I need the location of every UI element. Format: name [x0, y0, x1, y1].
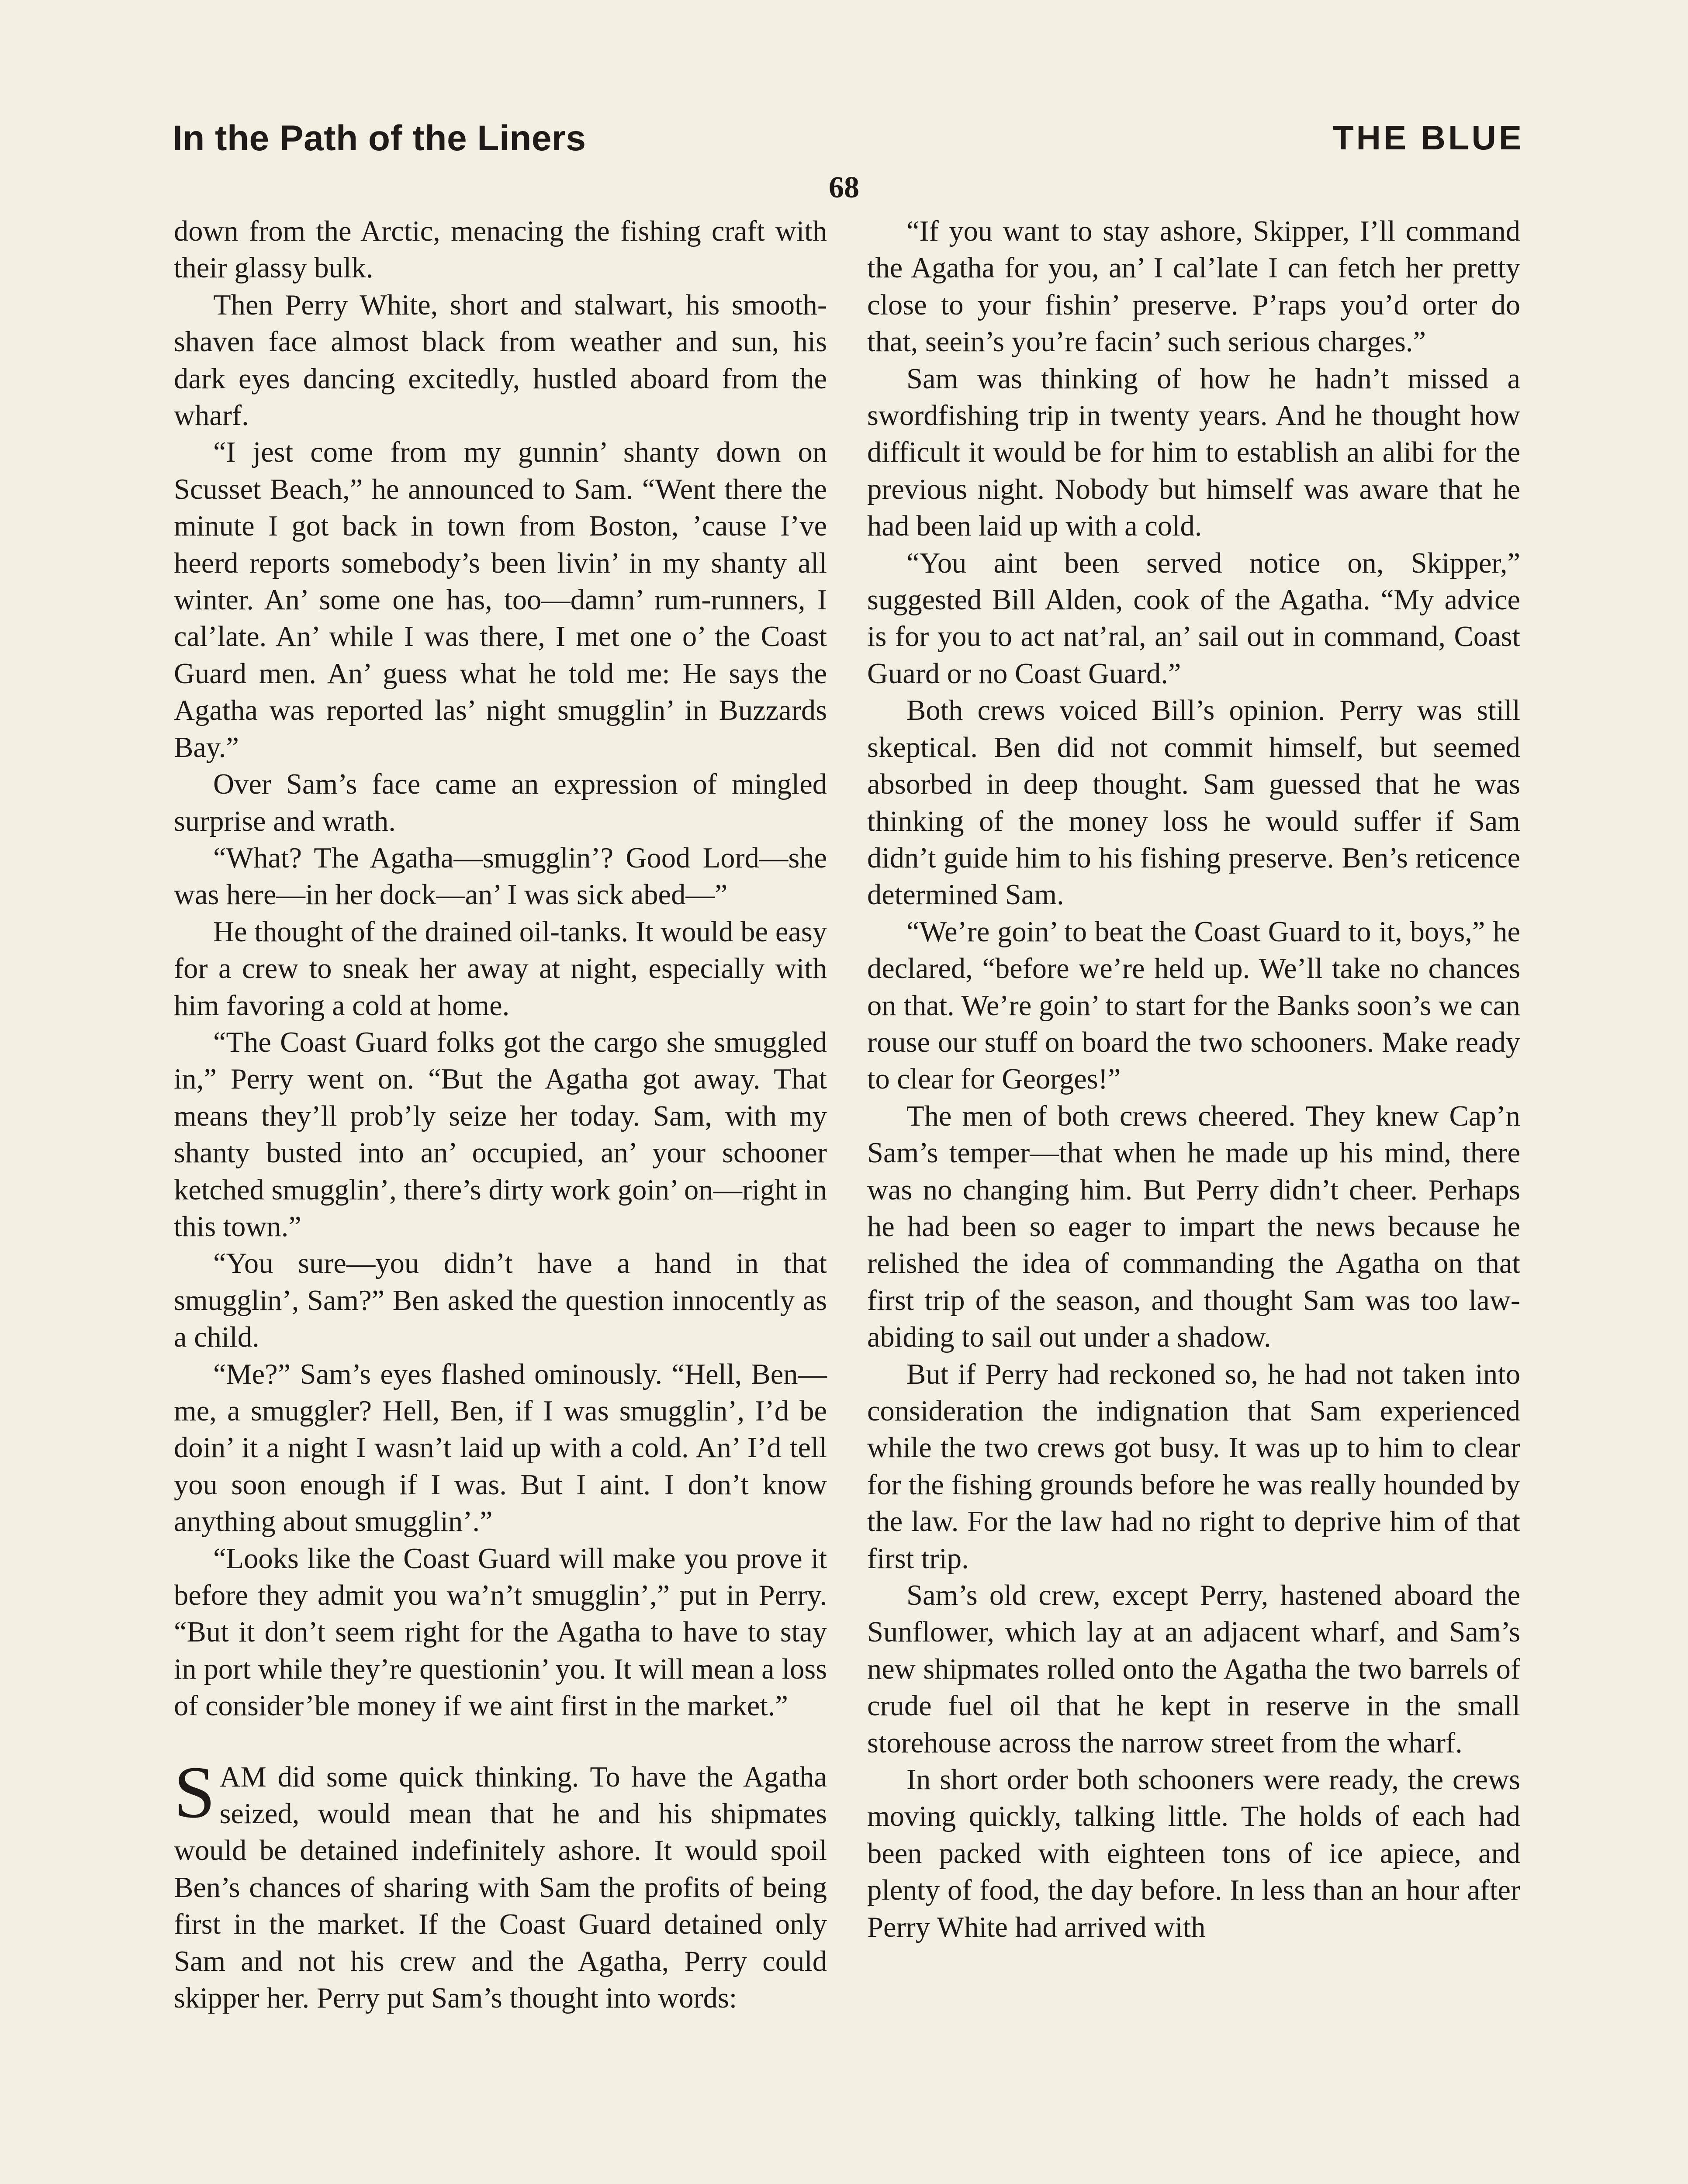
- paragraph: “If you want to stay ashore, Skipper, I’ll command the Agatha for you, an’ I cal’late I can fetch her pretty close to your fishin’ preserve. P’raps you’d orter do that, seein’s you’re facin’ such serious charges.”: [867, 215, 1520, 358]
- paragraph: “You aint been served notice on, Skipper,” suggested Bill Alden, cook of the Agatha. “My advice is for you to act nat’ral, an’ sail out in command, Coast Guard or no Coast Guard.”: [867, 547, 1520, 690]
- paragraph: Both crews voiced Bill’s opinion. Perry was still skeptical. Ben did not commit himself, but seemed absorbed in deep thought. Sam guessed that he was thinking of the money loss he would suffer if Sam didn’t guide him to his fishing preserve. Ben’s reticence determined Sam.: [867, 695, 1520, 911]
- left-text-column: [174, 213, 827, 2017]
- paragraph: “I jest come from my gunnin’ shanty down on Scusset Beach,” he announced to Sam. “Went there the minute I got back in town from Boston, ’cause I’ve heerd reports somebody’s been livin’ in my shanty all winter. An’ some one has, too—damn’ rum-runners, I cal’late. An’ while I was there, I met one o’ the Coast Guard men. An’ guess what he told me: He says the Agatha was reported las’ night smugglin’ in Buzzards Bay.”: [174, 436, 827, 764]
- paragraph: Over Sam’s face came an expression of mingled surprise and wrath.: [174, 768, 827, 837]
- paragraph: Then Perry White, short and stalwart, his smooth-shaven face almost black from weather and sun, his dark eyes dancing excitedly, hustled aboard from the wharf.: [174, 289, 827, 432]
- paragraph: “What? The Agatha—smugglin’? Good Lord—she was here—in her dock—an’ I was sick abed—”: [174, 842, 827, 911]
- paragraph: Sam was thinking of how he hadn’t missed a swordfishing trip in twenty years. And he thought how difficult it would be for him to establish an alibi for the previous night. Nobody but himself was aware that he had been laid up with a cold.: [867, 363, 1520, 543]
- paragraph: “Me?” Sam’s eyes flashed ominously. “Hell, Ben—me, a smuggler? Hell, Ben, if I was smugglin’, I’d be doin’ it a night I wasn’t laid up with a cold. An’ I’d tell you soon enough if I was. But I aint. I don’t know anything about smugglin’.”: [174, 1358, 827, 1538]
- paragraph: down from the Arctic, menacing the fishing craft with their glassy bulk.: [174, 215, 827, 284]
- paragraph: He thought of the drained oil-tanks. It would be easy for a crew to sneak her away at night, especially with him favoring a cold at home.: [174, 916, 827, 1022]
- paragraph: But if Perry had reckoned so, he had not taken into consideration the indignation that Sam experienced while the two crews got busy. It was up to him to clear for the fishing grounds before he was really hounded by the law. For the law had no right to deprive him of that first trip.: [867, 1358, 1520, 1575]
- paragraph: In short order both schooners were ready, the crews moving quickly, talking little. The holds of each had been packed with eighteen tons of ice apiece, and plenty of food, the day before. In less than an hour after Perry White had arrived with: [867, 1764, 1520, 1943]
- story-title: In the Path of the Liners: [173, 118, 586, 158]
- right-text-column: [867, 213, 1520, 1946]
- paragraph: “You sure—you didn’t have a hand in that smugglin’, Sam?” Ben asked the question innocently as a child.: [174, 1248, 827, 1354]
- paragraph: Sam’s old crew, except Perry, hastened aboard the Sunflower, which lay at an adjacent wharf, and Sam’s new shipmates rolled onto the Agatha the two barrels of crude fuel oil that he kept in reserve in the small storehouse across the narrow street from the wharf.: [867, 1579, 1520, 1759]
- magazine-title: THE BLUE: [1333, 118, 1524, 157]
- drop-cap: S: [174, 1751, 215, 1833]
- paragraph: “We’re goin’ to beat the Coast Guard to it, boys,” he declared, “before we’re held up. We’ll take no chances on that. We’re goin’ to start for the Banks soon’s we can rouse our stuff on board the two schooners. Make ready to clear for Georges!”: [867, 916, 1520, 1095]
- paragraph: “The Coast Guard folks got the cargo she smuggled in,” Perry went on. “But the Agatha got away. That means they’ll prob’ly seize her today. Sam, with my shanty busted into an’ occupied, an’ your schooner ketched smugglin’, there’s dirty work goin’ on—right in this town.”: [174, 1026, 827, 1243]
- dropcap-paragraph: [174, 1751, 827, 2017]
- page-number: 68: [829, 171, 859, 204]
- paragraph: “Looks like the Coast Guard will make you prove it before they admit you wa’n’t smugglin’,” put in Perry. “But it don’t seem right for the Agatha to have to stay in port while they’re questionin’ you. It will mean a loss of consider’ble money if we aint first in the market.”: [174, 1542, 827, 1722]
- paragraph: The men of both crews cheered. They knew Cap’n Sam’s temper—that when he made up his mind, there was no changing him. But Perry didn’t cheer. Perhaps he had been so eager to impart the news because he relished the idea of commanding the Agatha on that first trip of the season, and thought Sam was too law-abiding to sail out under a shadow.: [867, 1100, 1520, 1354]
- dropcap-paragraph-text: AM did some quick thinking. To have the Agatha seized, would mean that he and his shipmates would be detained indefinitely ashore. It would spoil Ben’s chances of sharing with Sam the profits of being first in the market. If the Coast Guard detained only Sam and not his crew and the Agatha, Perry could skipper her. Perry put Sam’s thought into words:: [174, 1761, 827, 2015]
